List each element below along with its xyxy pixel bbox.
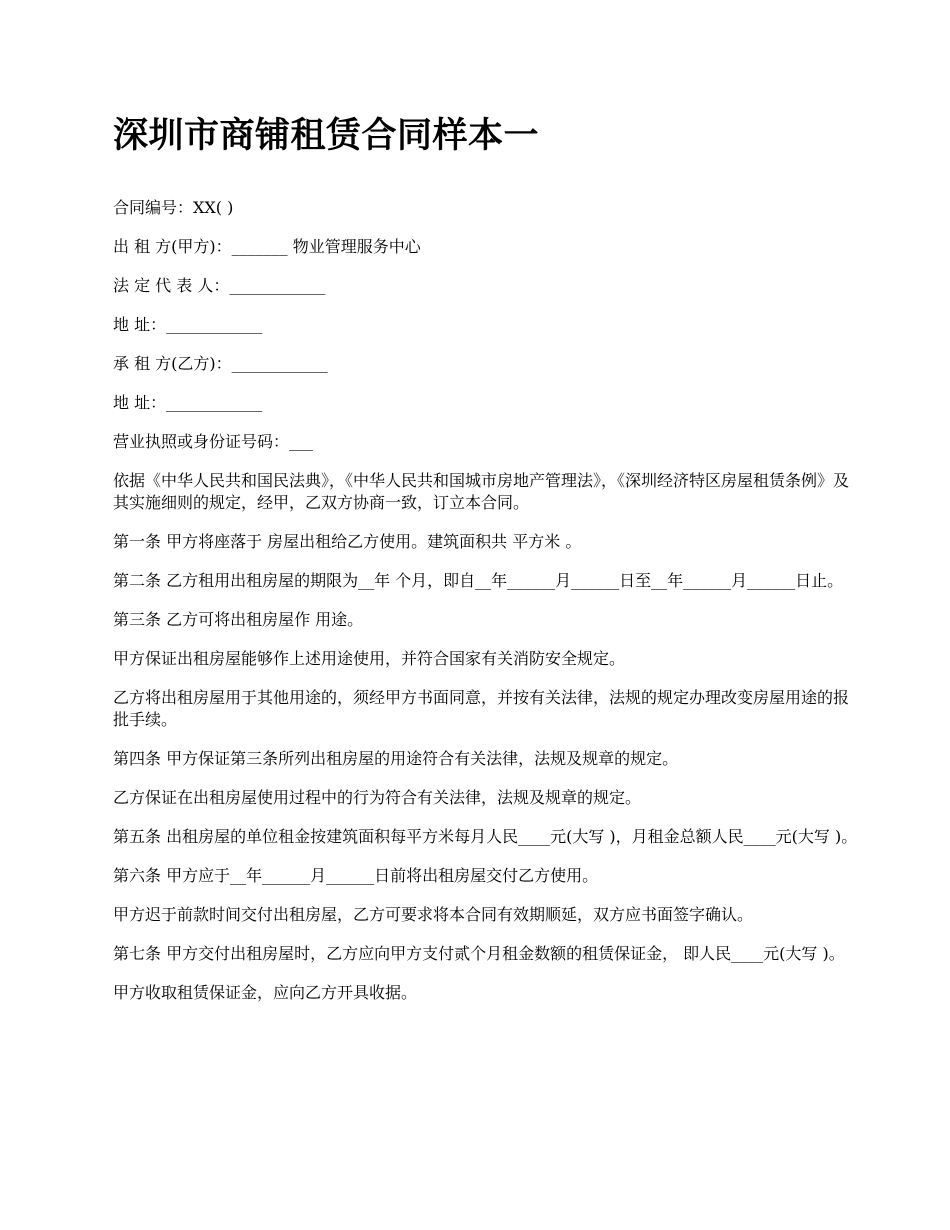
contract-number: 合同编号：XX( )	[113, 198, 234, 217]
article-4: 第四条 甲方保证第三条所列出租房屋的用途符合有关法律，法规及规章的规定。	[113, 749, 679, 768]
document-body	[113, 113, 861, 1021]
article-6-delay: 甲方迟于前款时间交付出租房屋，乙方可要求将本合同有效期顺延，双方应书面签字确认。	[113, 905, 754, 924]
legal-representative-line: 法 定 代 表 人：____________	[113, 276, 326, 295]
legal-basis-paragraph: 依据《中华人民共和国民法典》，《中华人民共和国城市房地产管理法》，《深圳经济特区房屋租赁条例》及其实施细则的规定，经甲，乙双方协商一致，订立本合同。	[113, 471, 850, 512]
article-1: 第一条 甲方将座落于 房屋出租给乙方使用。建筑面积共 平方米 。	[113, 532, 582, 551]
lessee-address-line: 地 址：____________	[113, 393, 263, 412]
article-2: 第二条 乙方租用出租房屋的期限为__年 个月，即自__年______月______日至__年______月______日止。	[113, 571, 844, 590]
license-id-line: 营业执照或身份证号码：___	[113, 432, 314, 451]
article-4-lessee-guarantee: 乙方保证在出租房屋使用过程中的行为符合有关法律，法规及规章的规定。	[113, 788, 642, 807]
article-3-lessor-guarantee: 甲方保证出租房屋能够作上述用途使用，并符合国家有关消防安全规定。	[113, 649, 626, 668]
lessor-line: 出 租 方(甲方)：_______ 物业管理服务中心	[113, 237, 421, 256]
lessor-address-line: 地 址：____________	[113, 315, 263, 334]
article-7: 第七条 甲方交付出租房屋时，乙方应向甲方支付贰个月租金数额的租赁保证金， 即人民____元(大写 )。	[113, 944, 845, 963]
document-title: 深圳市商铺租赁合同样本一	[113, 115, 540, 156]
article-3-use-change: 乙方将出租房屋用于其他用途的，须经甲方书面同意，并按有关法律，法规的规定办理改变房屋用途的报批手续。	[113, 688, 850, 729]
article-7-receipt: 甲方收取租赁保证金，应向乙方开具收据。	[113, 983, 418, 1002]
lessee-line: 承 租 方(乙方)：____________	[113, 354, 328, 373]
article-6: 第六条 甲方应于__年______月______日前将出租房屋交付乙方使用。	[113, 866, 599, 885]
article-5: 第五条 出租房屋的单位租金按建筑面积每平方米每月人民____元(大写 )，月租金总额人民____元(大写 )。	[113, 827, 858, 846]
article-3: 第三条 乙方可将出租房屋作 用途。	[113, 610, 364, 629]
